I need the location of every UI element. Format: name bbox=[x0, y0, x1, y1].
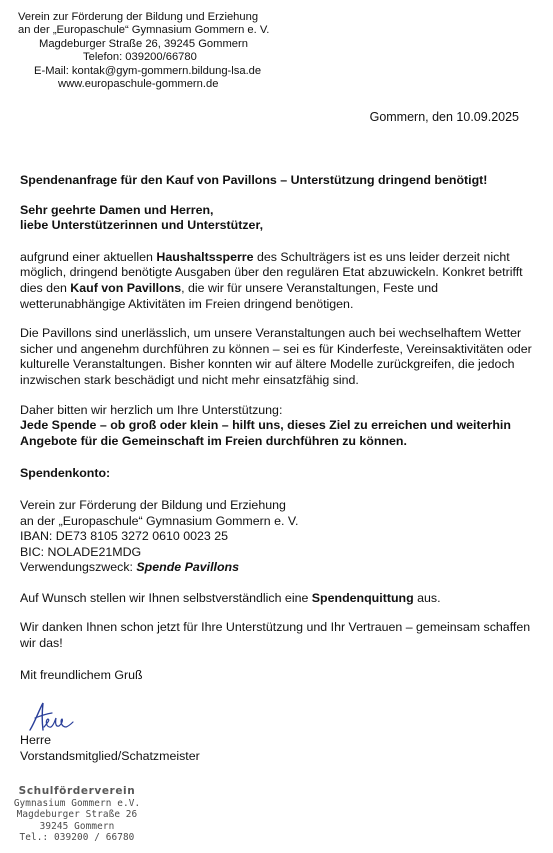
bold-text: Spendenquittung bbox=[311, 590, 414, 605]
purpose-label: Verwendungszweck: bbox=[20, 560, 137, 575]
account-holder-line: an der „Europaschule“ Gymnasium Gommern e. V. bbox=[20, 513, 299, 528]
signatory-name: Herre bbox=[20, 733, 51, 747]
stamp-line: Magdeburger Straße 26 bbox=[16, 809, 138, 821]
salutation bbox=[20, 203, 540, 234]
paragraph-budget-freeze bbox=[20, 250, 540, 312]
text: des Schulträgers ist es uns leider derzeit nicht möglich, dringend benötigte Ausgaben über den regulären Etat abzuwickeln. Konkret betrifft dies den bbox=[20, 249, 523, 295]
stamp-line: 39245 Gommern bbox=[39, 820, 115, 832]
paragraph-pavilions: Die Pavillons sind unerlässlich, um unsere Veranstaltungen auch bei wechselhaftem Wetter sicher und angenehm durchführen zu können – sei es für Kinderfeste, Vereinsaktivitäten oder kulturelle Veranstaltungen. Bisher konnten wir auf ältere Modelle zurückgreifen, die jedoch inzwischen stark beschädigt und nicht mehr einsatzfähig sind. bbox=[20, 326, 532, 387]
handwritten-signature bbox=[26, 700, 76, 736]
sender-line: Magdeburger Straße 26, 39245 Gommern bbox=[39, 37, 248, 50]
salutation-line: Sehr geehrte Damen und Herren, bbox=[20, 202, 214, 217]
stamp-line: Schulförderverein bbox=[18, 785, 136, 797]
signatory bbox=[20, 733, 200, 764]
donation-account-details bbox=[20, 498, 540, 576]
club-stamp bbox=[12, 786, 142, 844]
text: aufgrund einer aktuellen bbox=[20, 249, 157, 264]
sender-line: an der „Europaschule“ Gymnasium Gommern e. V. bbox=[18, 24, 270, 37]
bic: BIC: NOLADE21MDG bbox=[20, 544, 142, 559]
sender-line: Verein zur Förderung der Bildung und Erziehung bbox=[18, 11, 259, 23]
sender-phone: Telefon: 039200/66780 bbox=[83, 51, 197, 64]
closing: Mit freundlichem Gruß bbox=[20, 667, 143, 682]
text: , die wir für unsere Veranstaltungen, Feste und wetterunabhängige Aktivitäten im Freien dringend benötigen. bbox=[20, 280, 439, 311]
text: Daher bitten wir herzlich um Ihre Unterstützung: bbox=[20, 402, 283, 417]
purpose-value: Spende Pavillons bbox=[136, 560, 240, 575]
paragraph-receipt bbox=[20, 591, 540, 607]
paragraph-appeal bbox=[20, 403, 540, 450]
salutation-line: liebe Unterstützerinnen und Unterstützer, bbox=[20, 218, 264, 233]
paragraph-thanks: Wir danken Ihnen schon jetzt für Ihre Unterstützung und Ihr Vertrauen – gemeinsam schaffen wir das! bbox=[20, 620, 531, 651]
donation-account-heading: Spendenkonto: bbox=[20, 466, 111, 481]
stamp-line: Tel.: 039200 / 66780 bbox=[19, 832, 135, 844]
iban: IBAN: DE73 8105 3272 0610 0023 25 bbox=[20, 529, 229, 544]
bold-text: Kauf von Pavillons bbox=[70, 280, 182, 295]
place-date: Gommern, den 10.09.2025 bbox=[369, 110, 519, 124]
stamp-line: Gymnasium Gommern e.V. bbox=[13, 797, 141, 809]
account-holder-line: Verein zur Förderung der Bildung und Erziehung bbox=[20, 497, 286, 512]
bold-text: Haushaltssperre bbox=[156, 249, 254, 264]
letter-body bbox=[20, 173, 540, 683]
signatory-role: Vorstandsmitglied/Schatzmeister bbox=[20, 748, 200, 763]
bold-text: Jede Spende – ob groß oder klein – hilft uns, dieses Ziel zu erreichen und weiterhin Angebote für die Gemeinschaft im Freien durchführen zu können. bbox=[20, 418, 511, 448]
text: Auf Wunsch stellen wir Ihnen selbstverständlich eine bbox=[20, 590, 312, 605]
text: aus. bbox=[413, 590, 441, 605]
sender-address-block bbox=[18, 11, 269, 91]
sender-website[interactable]: www.europaschule-gommern.de bbox=[58, 78, 219, 91]
sender-email[interactable]: E-Mail: kontak@gym-gommern.bildung-lsa.de bbox=[34, 64, 262, 77]
subject-line: Spendenanfrage für den Kauf von Pavillons – Unterstützung dringend benötigt! bbox=[20, 173, 488, 187]
